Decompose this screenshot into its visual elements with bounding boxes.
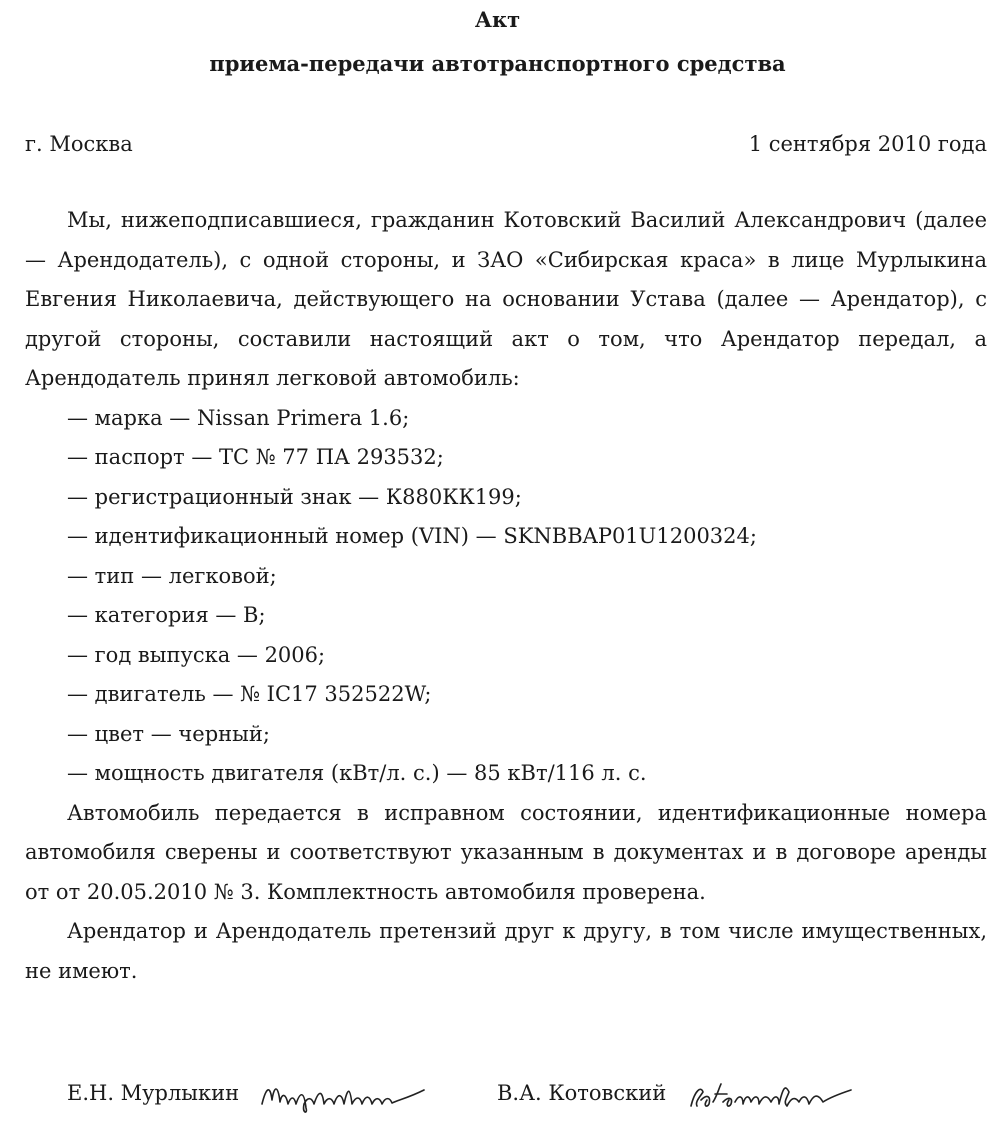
list-item: — идентификационный номер (VIN) — SKNBBAP01U1200324; [67, 524, 757, 548]
list-item: — паспорт — ТС № 77 ПА 293532; [67, 445, 444, 469]
document-date: 1 сентября 2010 года [748, 132, 987, 156]
list-item: — двигатель — № IC17 352522W; [67, 682, 432, 706]
list-item: — марка — Nissan Primera 1.6; [67, 405, 410, 430]
condition-paragraph: Автомобиль передается в исправном состоянии, идентификационные номера автомобиля сверены и соответствуют указанным в документах и в договоре аренды от от 20.05.2010 № 3. Комплектность автомобиля проверена. [25, 800, 987, 904]
place-date-row [25, 131, 987, 157]
document-title: Акт [474, 7, 521, 32]
place-of-signing: г. Москва [25, 132, 133, 156]
list-item: — тип — легковой; [67, 563, 277, 588]
landlord-handwritten-signature [685, 1078, 855, 1116]
list-item: — год выпуска — 2006; [67, 642, 326, 667]
list-item: — мощность двигателя (кВт/л. с.) — 85 кВт/116 л. с. [67, 761, 647, 785]
document-subtitle: приема-передачи автотранспортного средства [209, 51, 786, 76]
intro-paragraph: Мы, нижеподписавшиеся, гражданин Котовский Василий Александрович (далее — Арендодатель), с одной стороны, и ЗАО «Сибирская краса» в лице Мурлыкина Евгения Николаевича, действующего на основании Устава (далее — Арендатор), с другой стороны, составили настоящий акт о том, что Арендатор передал, а Арендодатель принял легковой автомобиль: [25, 208, 987, 390]
landlord-name: В.А. Котовский [497, 1081, 667, 1105]
tenant-name: Е.Н. Мурлыкин [67, 1081, 240, 1105]
document-body [25, 201, 987, 991]
list-item: — категория — B; [67, 603, 266, 627]
list-item: — регистрационный знак — К880КК199; [67, 484, 522, 509]
landlord-signature-block [497, 1078, 855, 1118]
tenant-handwritten-signature [258, 1078, 428, 1116]
vehicle-details-list [25, 399, 987, 794]
no-claims-paragraph: Арендатор и Арендодатель претензий друг к другу, в том числе имущественных, не имеют. [25, 919, 987, 983]
signature-row [67, 1078, 967, 1118]
tenant-signature-block [67, 1078, 428, 1118]
list-item: — цвет — черный; [67, 721, 270, 746]
